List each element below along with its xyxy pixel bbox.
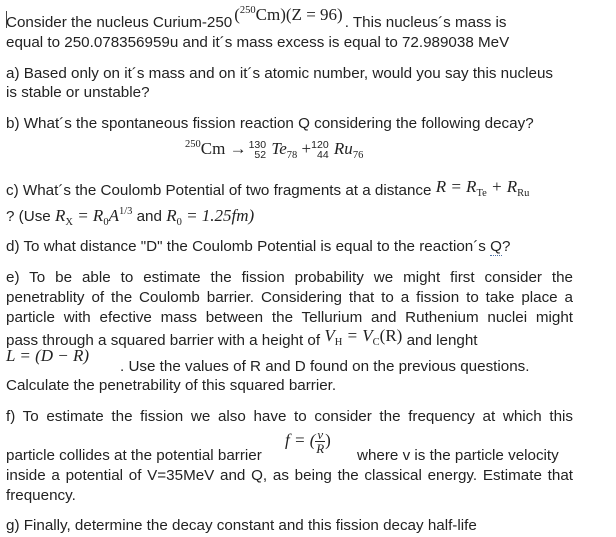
question-c-line-2: ? (Use $R_X = R_0A^{1/3}$ and $R_0 = 1.25fm$) bbox=[6, 206, 255, 228]
curium-equation: ($^{250}$Cm)(Z = 96) bbox=[234, 5, 343, 24]
question-c-line-1: c) What´s the Coulomb Potential of two fragments at a distance $R = R_{Te} + R_{Ru}$ bbox=[6, 177, 530, 199]
barrier-length-equation: L = (D − R) bbox=[6, 346, 90, 365]
question-e-line-5b: . Use the values of R and D found on the previous questions. bbox=[120, 358, 530, 375]
question-f-line-1: f) To estimate the fission we also have to consider the frequency at which this bbox=[6, 408, 573, 425]
fission-reaction-equation: $^{250}$Cm → 130 52 $Te_{78}$ + 120 44 $Ru_{76}$ bbox=[185, 138, 364, 161]
barrier-height-equation: $V_H = V_C(R)$ bbox=[324, 326, 403, 348]
question-e-line-6: Calculate the penetrability of this squared barrier. bbox=[6, 377, 337, 394]
intro-line-1: Consider the nucleus Curium-250 ($^{250}$Cm)(Z = 96) . This nucleus´s mass is bbox=[6, 5, 507, 31]
question-a-line-2: is stable or unstable? bbox=[6, 84, 150, 101]
question-f-line-3: inside a potential of V=35MeV and Q, as being the classical energy. Estimate that bbox=[6, 467, 573, 484]
question-e-line-2: penetrablity of the Coulomb barrier. Considering that to a fission to take place a bbox=[6, 289, 573, 306]
question-d-line: d) To what distance "D" the Coulomb Potential is equal to the reaction´s Q? bbox=[6, 238, 511, 255]
distance-equation: $R = R_{Te} + R_{Ru}$ bbox=[435, 177, 530, 199]
question-e-line-4: pass through a squared barrier with a height of $V_H = V_C(R)$ and lenght bbox=[6, 326, 478, 349]
intro-line-2: equal to 250.078356959u and it´s mass excess is equal to 72.989038 MeV bbox=[6, 34, 510, 51]
question-f-line-2b: where v is the particle velocity bbox=[357, 447, 559, 464]
radius-equation: $R_X = R_0A^{1/3}$ bbox=[54, 206, 133, 228]
question-f-line-4: frequency. bbox=[6, 487, 76, 504]
question-e-line-5 bbox=[6, 348, 89, 368]
question-e-line-3: particle with efective mass between the Tellurium and Ruthenium nuclei might bbox=[6, 309, 573, 326]
question-a-line-1: a) Based only on it´s mass and on it´s atomic number, would you say this nucleus bbox=[6, 65, 554, 82]
question-e-line-1: e) To be able to estimate the fission probability we might first consider the bbox=[6, 269, 573, 286]
r0-equation: $R_0 = 1.25fm$) bbox=[166, 206, 255, 228]
frequency-equation: f = ( $\frac{v}{R}$ ) bbox=[285, 427, 331, 456]
question-b-line-1: b) What´s the spontaneous fission reaction Q considering the following decay? bbox=[6, 115, 534, 132]
question-g-line: g) Finally, determine the decay constant and this fission decay half-life bbox=[6, 517, 477, 534]
question-f-line-2a: particle collides at the potential barrier bbox=[6, 447, 262, 464]
